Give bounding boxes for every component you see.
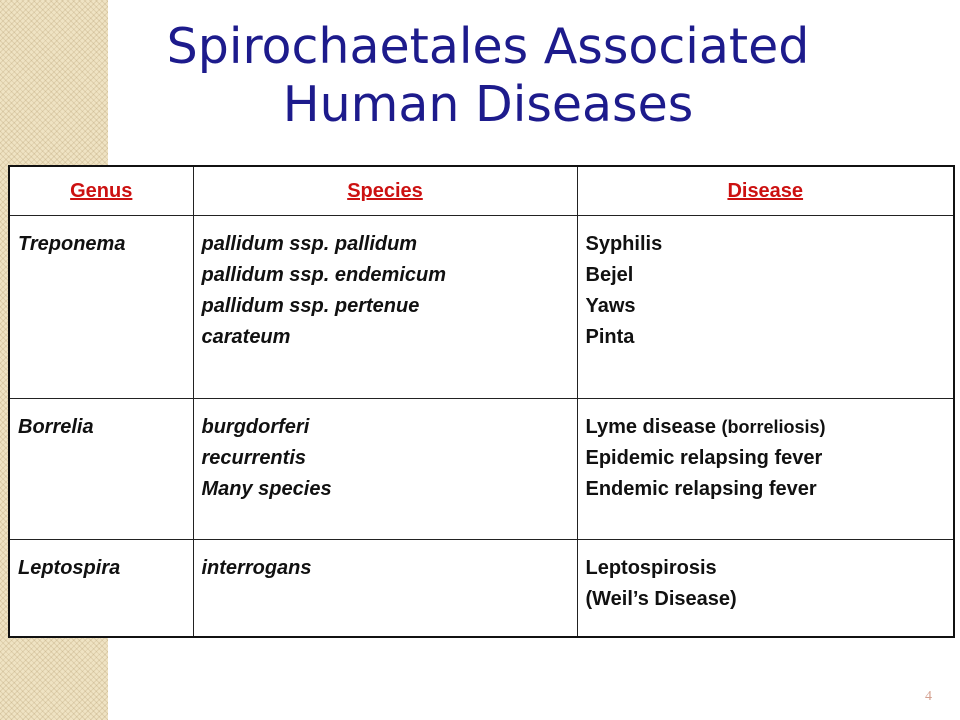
genus-cell (9, 216, 193, 399)
species-name: Many species (201, 478, 332, 500)
disease-name: Lyme disease (borreliosis) (585, 416, 826, 438)
species-name: interrogans (201, 557, 312, 579)
header-disease: Disease (577, 166, 954, 216)
table-row (9, 399, 954, 540)
disease-note: (borreliosis) (721, 417, 826, 437)
disease-name: Pinta (585, 326, 635, 348)
disease-name: Endemic relapsing fever (585, 478, 817, 500)
table-row (9, 216, 954, 399)
title-line-2: Human Diseases (282, 76, 694, 133)
disease-name: (Weil’s Disease) (585, 588, 737, 610)
species-name: carateum (201, 326, 291, 348)
disease-name: Yaws (585, 295, 636, 317)
header-genus: Genus (9, 166, 193, 216)
disease-cell (577, 216, 954, 399)
table-row (9, 540, 954, 637)
disease-cell (577, 540, 954, 637)
species-name: pallidum ssp. pertenue (201, 295, 420, 317)
genus-name: Treponema (18, 233, 126, 255)
title-line-1: Spirochaetales Associated (166, 18, 810, 75)
species-cell (193, 216, 577, 399)
diseases-table (8, 165, 955, 638)
genus-cell (9, 540, 193, 637)
species-name: recurrentis (201, 447, 306, 469)
species-cell (193, 399, 577, 540)
disease-name: Bejel (585, 264, 634, 286)
page-number: 4 (925, 689, 932, 704)
disease-name: Syphilis (585, 233, 663, 255)
disease-name: Leptospirosis (585, 557, 717, 579)
header-species: Species (193, 166, 577, 216)
disease-name: Epidemic relapsing fever (585, 447, 823, 469)
species-name: pallidum ssp. pallidum (201, 233, 418, 255)
genus-name: Borrelia (18, 416, 94, 438)
genus-name: Leptospira (18, 557, 121, 579)
disease-cell (577, 399, 954, 540)
species-cell (193, 540, 577, 637)
species-name: burgdorferi (201, 416, 310, 438)
slide-title (108, 18, 868, 134)
table-header-row (9, 166, 954, 216)
genus-cell (9, 399, 193, 540)
species-name: pallidum ssp. endemicum (201, 264, 447, 286)
